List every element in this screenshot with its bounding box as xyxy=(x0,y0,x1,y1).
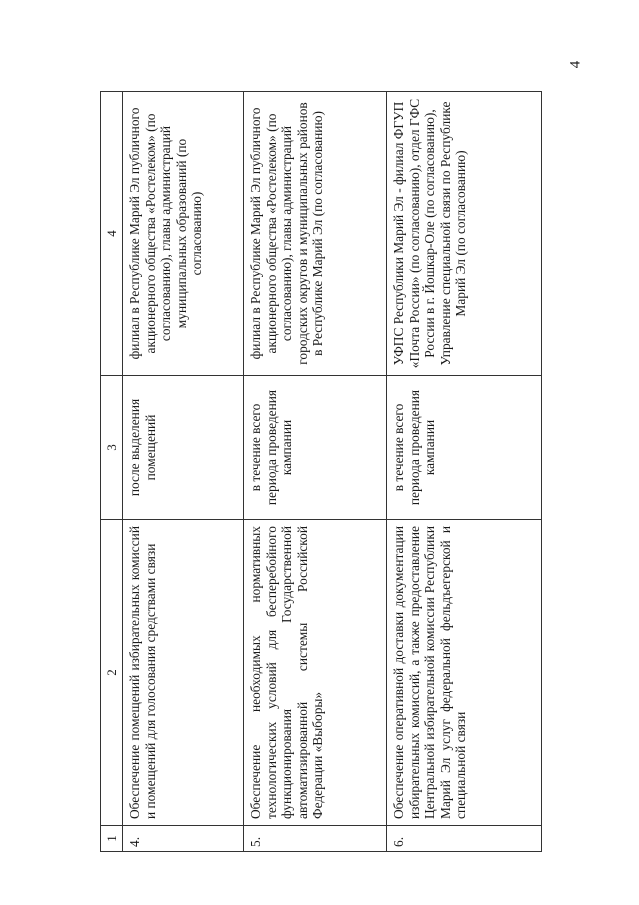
row-executor: УФПС Республики Марий Эл - филиал ФГУП «Почта России» (по согласованию), отдел ГФС России в г. Йошкар-Оле (по согласованию), Управление специальной связи по Республике Марий Эл (по согласованию) xyxy=(387,92,542,376)
rotated-table-container xyxy=(100,92,578,852)
header-col-3: 3 xyxy=(101,376,123,520)
row-term: после выделения помещений xyxy=(123,376,244,520)
table-row xyxy=(244,92,387,852)
row-number: 4. xyxy=(123,826,244,852)
row-executor: филиал в Республике Марий Эл публичного акционерного общества «Ростелеком» (по согласованию), главы администраций муниципальных образований (по согласованию) xyxy=(123,92,244,376)
measures-table xyxy=(100,91,542,852)
row-term: в течение всего периода проведения кампании xyxy=(387,376,542,520)
row-action: Обеспечение необходимых нормативных технологических условий для бесперебойного функционирования Государственной автоматизированной системы Российской Федерации «Выборы» xyxy=(244,520,387,826)
row-action: Обеспечение оперативной доставки документации избирательных комиссий, а также предоставление Центральной избирательной комиссии Республики Марий Эл услуг федеральной фельдъегерской и специальной связи xyxy=(387,520,542,826)
table-header-row xyxy=(101,92,123,852)
row-number: 5. xyxy=(244,826,387,852)
row-number: 6. xyxy=(387,826,542,852)
row-action: Обеспечение помещений избирательных комиссий и помещений для голосования средствами связи xyxy=(123,520,244,826)
row-term: в течение всего периода проведения кампании xyxy=(244,376,387,520)
table-row xyxy=(123,92,244,852)
table-row xyxy=(387,92,542,852)
header-col-1: 1 xyxy=(101,826,123,852)
row-executor: филиал в Республике Марий Эл публичного акционерного общества «Ростелеком» (по согласованию), главы администраций городских округов и муниципальных районов в Республике Марий Эл (по согласованию) xyxy=(244,92,387,376)
header-col-2: 2 xyxy=(101,520,123,826)
page-number: 4 xyxy=(567,60,584,69)
header-col-4: 4 xyxy=(101,92,123,376)
